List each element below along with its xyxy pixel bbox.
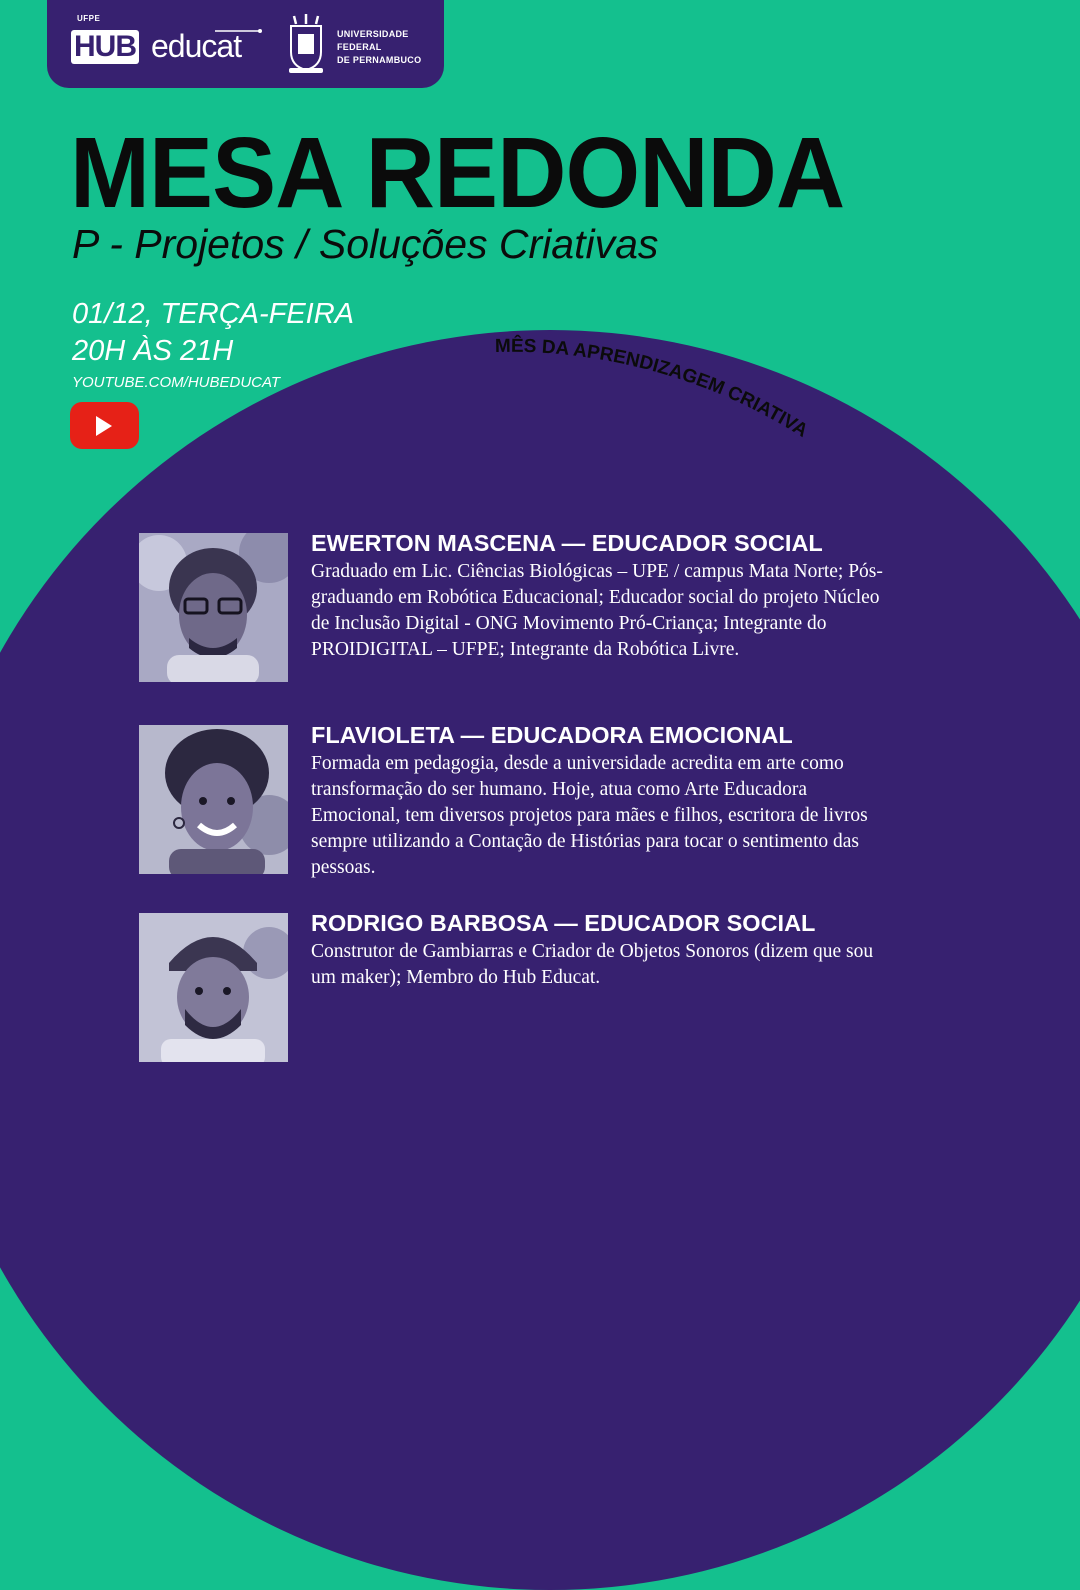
university-line-3: DE PERNAMBUCO xyxy=(337,55,422,65)
speaker-photo-1 xyxy=(139,533,288,682)
educat-logo-text: educat xyxy=(151,28,242,64)
arc-text: MÊS DA APRENDIZAGEM CRIATIVA xyxy=(494,335,812,442)
ufpe-small-label: UFPE xyxy=(77,14,101,23)
speaker-name-2: FLAVIOLETA — EDUCADORA EMOCIONAL xyxy=(311,722,793,748)
ufpe-crest-icon xyxy=(287,12,325,76)
speaker-bio-1: Graduado em Lic. Ciências Biológicas – UPE / campus Mata Norte; Pós-graduando em Robótica Educacional; Educador social do projeto Núcleo de Inclusão Digital - ONG Movimento Pró-Criança; Integrante do PROIDIGITAL – UFPE; Integrante da Robótica Livre. xyxy=(311,561,883,660)
youtube-button[interactable] xyxy=(70,402,139,449)
logo-connector-icon xyxy=(213,28,263,34)
event-time: 20H ÀS 21H xyxy=(72,335,234,367)
university-line-2: FEDERAL xyxy=(337,42,382,52)
speaker-name-1: EWERTON MASCENA — EDUCADOR SOCIAL xyxy=(311,530,823,556)
event-date: 01/12, TERÇA-FEIRA xyxy=(72,298,355,330)
logo-bar xyxy=(47,0,444,88)
speaker-bio-3: Construtor de Gambiarras e Criador de Objetos Sonoros (dizem que sou um maker); Membro do Hub Educat. xyxy=(311,941,874,988)
speaker-name-3: RODRIGO BARBOSA — EDUCADOR SOCIAL xyxy=(311,910,816,936)
speaker-photo-3 xyxy=(139,913,288,1062)
person-avatar-icon xyxy=(139,725,288,874)
event-subtitle: P - Projetos / Soluções Criativas xyxy=(72,221,659,267)
youtube-play-icon xyxy=(94,415,114,437)
university-name xyxy=(337,28,421,67)
person-avatar-icon xyxy=(139,913,288,1062)
person-avatar-icon xyxy=(139,533,288,682)
hub-logo-box: HUB xyxy=(71,30,139,64)
university-line-1: UNIVERSIDADE xyxy=(337,29,409,39)
event-title: MESA REDONDA xyxy=(70,117,845,229)
speaker-bio-2: Formada em pedagogia, desde a universidade acredita em arte como transformação do ser humano. Hoje, atua como Arte Educadora Emocional, tem diversos projetos para mães e filhos, escritora de livros sempre utilizando a Contação de Histórias para tocar o sentimento das pessoas. xyxy=(311,753,868,878)
speaker-photo-2 xyxy=(139,725,288,874)
youtube-url[interactable]: YOUTUBE.COM/HUBEDUCAT xyxy=(72,374,281,391)
